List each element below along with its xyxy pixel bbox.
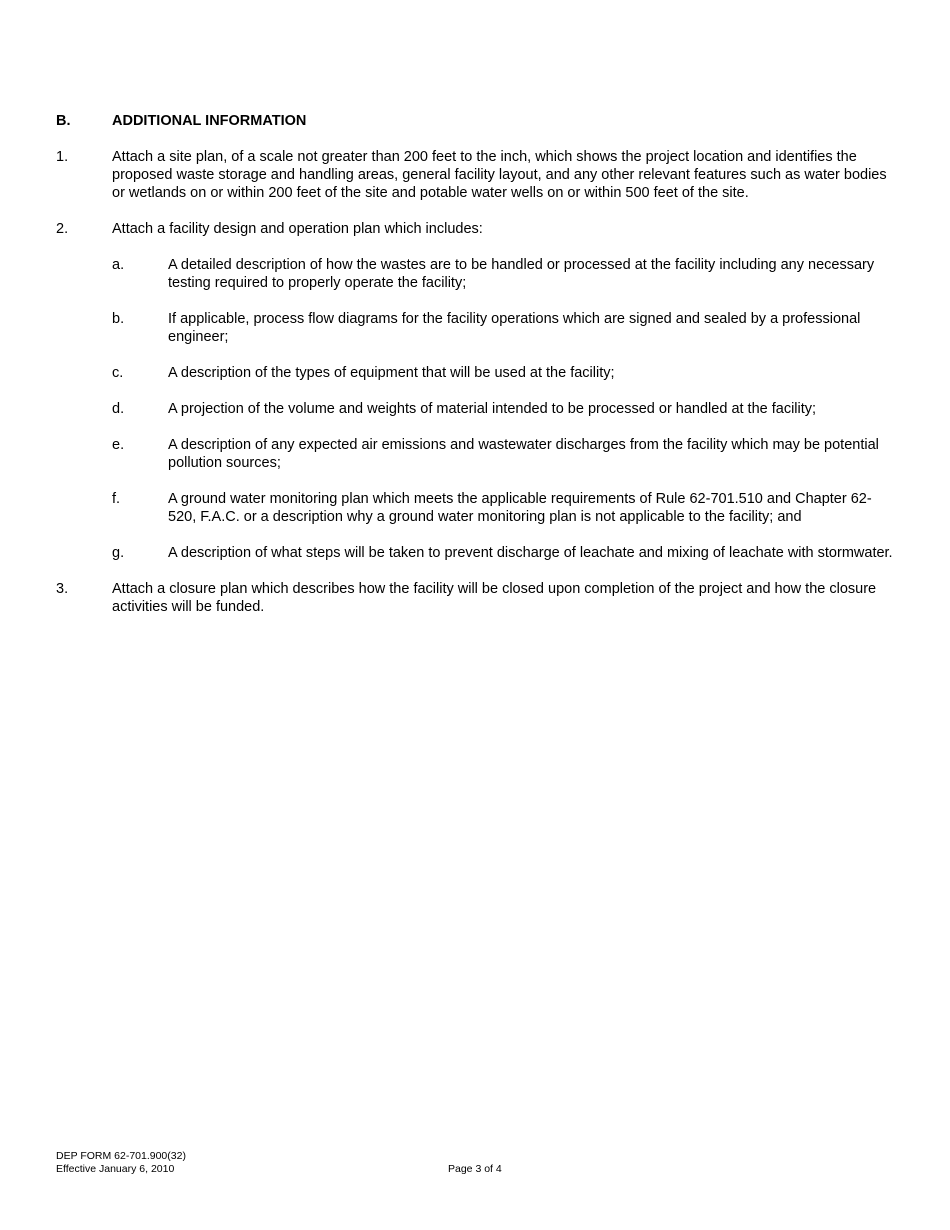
footer-page-number: Page 3 of 4 bbox=[448, 1163, 502, 1175]
subitem-letter: e. bbox=[112, 437, 125, 453]
subitem-text: A detailed description of how the wastes are to be handled or processed at the facility including any necessary testing required to properly operate the facility; bbox=[168, 257, 875, 291]
subitem-letter: d. bbox=[112, 401, 125, 417]
subitem-letter: f. bbox=[112, 491, 121, 507]
item-number: 1. bbox=[56, 149, 69, 165]
subitem-text: A description of the types of equipment that will be used at the facility; bbox=[168, 365, 615, 381]
subitem-list bbox=[112, 256, 896, 562]
item-text: Attach a site plan, of a scale not greater than 200 feet to the inch, which shows the project location and identifies the proposed waste storage and handling areas, general facility layout, and any other relevant features such as water bodies or wetlands on or within 200 feet of the site and potable water wells on or within 500 feet of the site. bbox=[112, 149, 887, 201]
subitem-e bbox=[112, 436, 896, 472]
subitem-a bbox=[112, 256, 896, 292]
item-number: 3. bbox=[56, 581, 69, 597]
subitem-d bbox=[112, 400, 896, 418]
item-number: 2. bbox=[56, 221, 69, 237]
subitem-f bbox=[112, 490, 896, 526]
subitem-b bbox=[112, 310, 896, 346]
subitem-c bbox=[112, 364, 896, 382]
footer-effective-date: Effective January 6, 2010 bbox=[56, 1163, 175, 1175]
list-item-1 bbox=[56, 148, 896, 202]
footer-form-id: DEP FORM 62-701.900(32) bbox=[56, 1150, 186, 1162]
section-letter: B. bbox=[56, 113, 71, 129]
list-item-2 bbox=[56, 220, 896, 562]
section-title: ADDITIONAL INFORMATION bbox=[112, 113, 307, 129]
item-list bbox=[56, 148, 896, 634]
list-item-3 bbox=[56, 580, 896, 616]
subitem-text: A description of what steps will be taken to prevent discharge of leachate and mixing of leachate with stormwater. bbox=[168, 545, 893, 561]
subitem-text: A description of any expected air emissions and wastewater discharges from the facility which may be potential pollution sources; bbox=[168, 437, 879, 471]
subitem-text: A ground water monitoring plan which meets the applicable requirements of Rule 62-701.510 and Chapter 62-520, F.A.C. or a description why a ground water monitoring plan is not applicable to the facility; and bbox=[168, 491, 872, 525]
section-heading bbox=[56, 112, 306, 130]
item-text: Attach a facility design and operation plan which includes: bbox=[112, 221, 483, 237]
subitem-letter: a. bbox=[112, 257, 125, 273]
footer-form-info bbox=[56, 1150, 186, 1176]
subitem-g bbox=[112, 544, 896, 562]
item-text: Attach a closure plan which describes how the facility will be closed upon completion of the project and how the closure activities will be funded. bbox=[112, 581, 877, 615]
subitem-letter: b. bbox=[112, 311, 125, 327]
subitem-letter: c. bbox=[112, 365, 124, 381]
subitem-text: A projection of the volume and weights of material intended to be processed or handled at the facility; bbox=[168, 401, 817, 417]
subitem-letter: g. bbox=[112, 545, 125, 561]
subitem-text: If applicable, process flow diagrams for the facility operations which are signed and sealed by a professional engineer; bbox=[168, 311, 861, 345]
